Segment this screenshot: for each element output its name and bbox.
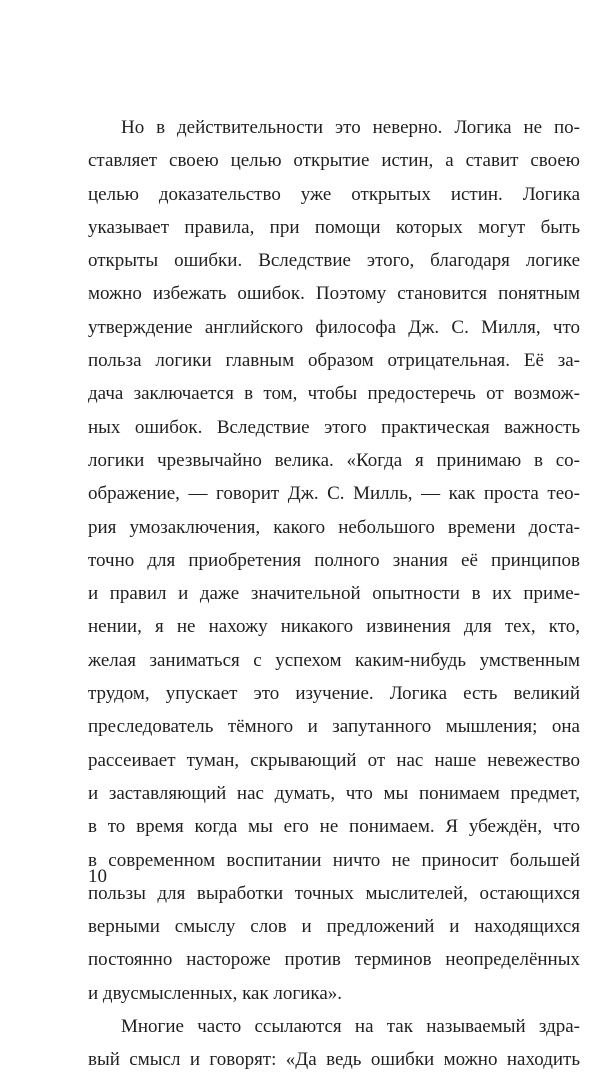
text-line: рассеивает туман, скрывающий от нас наше невежество [88,749,580,771]
text-line: желая заниматься с успехом каким-нибудь умственным [88,649,580,671]
text-line: нении, я не нахожу никакого извинения для тех, кто, [88,616,580,638]
text-line: и заставляющий нас думать, что мы понимаем предмет, [88,782,580,804]
text-line: вый смысл и говорят: «Да ведь ошибки можно находить [88,1049,580,1071]
text-line: постоянно настороже против терминов неопределённых [88,949,580,971]
text-line: точно для приобретения полного знания её принципов [88,549,580,571]
text-line: ображение, — говорит Дж. С. Милль, — как проста тео- [88,483,580,505]
text-line: пользы для выработки точных мыслителей, остающихся [88,882,580,904]
text-line: указывает правила, при помощи которых могут быть [88,216,580,238]
page-number: 10 [88,866,107,887]
text-line: верными смыслу слов и предложений и находящихся [88,916,580,938]
paragraph-1 [88,111,580,1010]
text-line: логики чрезвычайно велика. «Когда я принимаю в со- [88,449,580,471]
text-line: можно избежать ошибок. Поэтому становится понятным [88,283,580,305]
paragraph-2 [88,1010,580,1077]
text-line: и двусмысленных, как логика». [88,982,343,1004]
text-line: целью доказательство уже открытых истин. Логика [88,183,580,205]
text-line: преследователь тёмного и запутанного мышления; она [88,716,580,738]
text-line: ставляет своею целью открытие истин, а ставит своею [88,150,580,172]
text-line: в то время когда мы его не понимаем. Я убеждён, что [88,816,580,838]
body-text [88,111,580,1077]
text-line: польза логики главным образом отрицательная. Её за- [88,350,580,372]
text-line: рия умозаключения, какого небольшого времени доста- [88,516,580,538]
text-line: Многие часто ссылаются на так называемый здра- [121,1016,580,1038]
text-line: открыты ошибки. Вследствие этого, благодаря логике [88,250,580,272]
text-line: дача заключается в том, чтобы предостеречь от возмож- [88,383,580,405]
text-line: утверждение английского философа Дж. С. Милля, что [88,316,580,338]
text-line: Но в действительности это неверно. Логика не по- [121,117,580,138]
text-line: ных ошибок. Вследствие этого практическая важность [88,416,580,438]
text-line: и правил и даже значительной опытности в их приме- [88,583,580,605]
text-line: в современном воспитании ничто не приносит большей [88,849,580,871]
text-line: трудом, упускает это изучение. Логика есть великий [88,683,580,705]
